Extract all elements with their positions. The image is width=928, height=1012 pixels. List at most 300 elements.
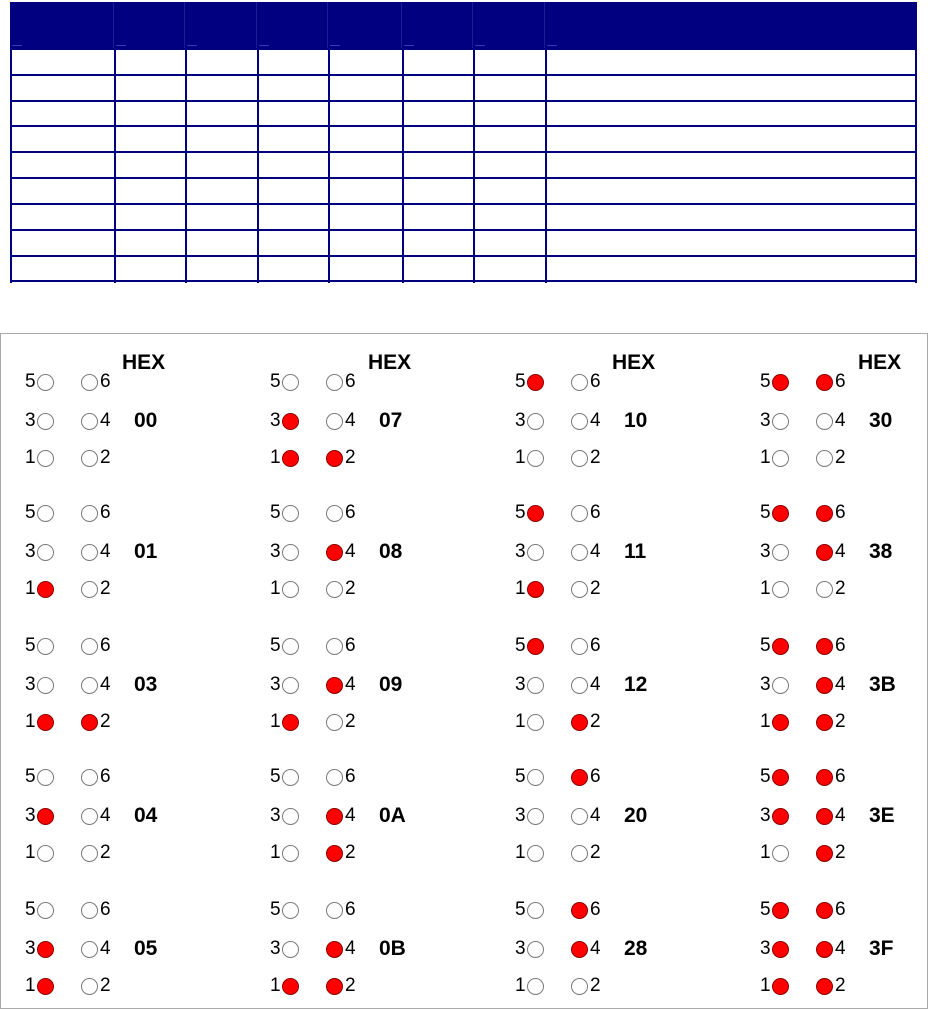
braille-dot-1 xyxy=(527,581,544,598)
hex-value: 11 xyxy=(624,540,647,563)
dot-number-label: 4 xyxy=(345,805,356,826)
braille-dot-5 xyxy=(37,902,54,919)
dot-number-label: 4 xyxy=(590,541,601,562)
dot-number-label: 6 xyxy=(590,899,601,920)
dot-number-label: 6 xyxy=(590,371,601,392)
braille-dot-6 xyxy=(571,902,588,919)
dot-number-label: 4 xyxy=(345,938,356,959)
dot-number-label: 6 xyxy=(100,371,111,392)
braille-dot-5 xyxy=(772,374,789,391)
dot-number-label: 4 xyxy=(345,541,356,562)
dot-number-label: 3 xyxy=(25,541,36,562)
hex-value: 38 xyxy=(869,540,893,563)
braille-cell xyxy=(515,767,725,879)
braille-dot-4 xyxy=(571,544,588,561)
table-column-line xyxy=(915,50,917,283)
braille-dot-3 xyxy=(282,544,299,561)
dot-number-label: 3 xyxy=(515,541,526,562)
dot-number-label: 3 xyxy=(25,805,36,826)
dot-number-label: 5 xyxy=(25,766,36,787)
dot-number-label: 5 xyxy=(270,899,281,920)
dot-number-label: 3 xyxy=(25,410,36,431)
dot-number-label: 3 xyxy=(270,805,281,826)
dot-number-label: 1 xyxy=(760,842,771,863)
dot-number-label: 1 xyxy=(270,447,281,468)
dot-number-label: 6 xyxy=(345,502,356,523)
braille-cell xyxy=(760,767,928,879)
braille-dot-4 xyxy=(571,941,588,958)
dot-number-label: 6 xyxy=(590,635,601,656)
header-divider xyxy=(327,2,328,49)
braille-dot-2 xyxy=(326,978,343,995)
braille-dot-5 xyxy=(527,505,544,522)
braille-dot-1 xyxy=(282,450,299,467)
braille-cell xyxy=(270,900,480,1012)
hex-value: 20 xyxy=(624,804,648,827)
dot-number-label: 2 xyxy=(345,975,356,996)
braille-dot-4 xyxy=(326,544,343,561)
braille-dot-2 xyxy=(571,581,588,598)
braille-dot-5 xyxy=(772,638,789,655)
braille-dot-4 xyxy=(326,808,343,825)
header-tick xyxy=(12,45,22,46)
braille-cell xyxy=(515,636,725,748)
dot-number-label: 5 xyxy=(760,502,771,523)
braille-dot-1 xyxy=(772,581,789,598)
dot-number-label: 6 xyxy=(590,502,601,523)
hex-column-header: HEX xyxy=(612,351,656,374)
braille-dot-1 xyxy=(527,450,544,467)
table-row-line xyxy=(10,125,917,127)
braille-dot-3 xyxy=(37,677,54,694)
table-header-cell xyxy=(114,2,185,49)
dot-number-label: 2 xyxy=(590,578,601,599)
braille-dot-2 xyxy=(81,978,98,995)
dot-number-label: 6 xyxy=(835,899,846,920)
table-row-line xyxy=(10,255,917,257)
dot-number-label: 4 xyxy=(835,674,846,695)
dot-number-label: 3 xyxy=(760,674,771,695)
braille-dot-6 xyxy=(326,505,343,522)
hex-value: 12 xyxy=(624,673,648,696)
dot-number-label: 3 xyxy=(760,938,771,959)
hex-value: 3F xyxy=(869,937,894,960)
hex-value: 3B xyxy=(869,673,896,696)
braille-dot-1 xyxy=(527,714,544,731)
braille-dot-1 xyxy=(282,978,299,995)
braille-dot-6 xyxy=(81,769,98,786)
braille-dot-3 xyxy=(37,941,54,958)
table-row-line xyxy=(10,74,917,76)
dot-number-label: 5 xyxy=(760,635,771,656)
braille-dot-6 xyxy=(326,769,343,786)
braille-dot-3 xyxy=(772,808,789,825)
dot-number-label: 5 xyxy=(25,502,36,523)
braille-cell xyxy=(25,372,235,484)
braille-dot-5 xyxy=(37,769,54,786)
dot-number-label: 5 xyxy=(25,371,36,392)
dot-number-label: 6 xyxy=(835,371,846,392)
braille-dot-6 xyxy=(571,374,588,391)
braille-dot-2 xyxy=(816,714,833,731)
dot-number-label: 1 xyxy=(515,975,526,996)
table-header-cell xyxy=(10,2,114,49)
hex-value: 3E xyxy=(869,804,895,827)
braille-dot-4 xyxy=(816,808,833,825)
braille-dot-2 xyxy=(81,845,98,862)
dot-number-label: 5 xyxy=(515,371,526,392)
dot-number-label: 6 xyxy=(100,502,111,523)
braille-cell xyxy=(515,372,725,484)
dot-number-label: 4 xyxy=(345,674,356,695)
hex-value: 00 xyxy=(134,409,158,432)
braille-dot-4 xyxy=(816,677,833,694)
braille-cell xyxy=(25,900,235,1012)
braille-cell xyxy=(270,372,480,484)
dot-number-label: 4 xyxy=(590,674,601,695)
braille-dot-2 xyxy=(326,581,343,598)
braille-dot-3 xyxy=(772,544,789,561)
dot-number-label: 6 xyxy=(835,766,846,787)
braille-dot-6 xyxy=(326,374,343,391)
braille-dot-1 xyxy=(527,845,544,862)
braille-dot-1 xyxy=(282,845,299,862)
dot-number-label: 6 xyxy=(590,766,601,787)
header-tick xyxy=(187,45,197,46)
data-table xyxy=(10,2,917,281)
dot-number-label: 5 xyxy=(25,635,36,656)
braille-dot-5 xyxy=(282,374,299,391)
hex-value: 28 xyxy=(624,937,648,960)
header-divider xyxy=(401,2,402,49)
dot-number-label: 3 xyxy=(25,674,36,695)
braille-dot-6 xyxy=(81,505,98,522)
braille-dot-2 xyxy=(81,450,98,467)
braille-dot-1 xyxy=(772,714,789,731)
braille-dot-1 xyxy=(772,845,789,862)
table-row-line xyxy=(10,280,917,282)
dot-number-label: 2 xyxy=(835,447,846,468)
dot-number-label: 1 xyxy=(515,447,526,468)
header-tick xyxy=(259,45,269,46)
braille-dot-5 xyxy=(282,638,299,655)
header-divider xyxy=(256,2,257,49)
braille-dot-6 xyxy=(571,638,588,655)
dot-number-label: 2 xyxy=(835,975,846,996)
braille-dot-1 xyxy=(37,845,54,862)
dot-number-label: 1 xyxy=(515,578,526,599)
braille-dot-1 xyxy=(37,450,54,467)
braille-dot-4 xyxy=(571,413,588,430)
braille-dot-3 xyxy=(527,808,544,825)
braille-cell xyxy=(25,767,235,879)
dot-number-label: 6 xyxy=(345,766,356,787)
braille-dot-2 xyxy=(816,581,833,598)
braille-dot-1 xyxy=(772,450,789,467)
dot-number-label: 3 xyxy=(270,410,281,431)
braille-cell xyxy=(760,503,928,615)
braille-dot-3 xyxy=(527,677,544,694)
braille-dot-6 xyxy=(816,638,833,655)
dot-number-label: 4 xyxy=(835,805,846,826)
braille-dot-1 xyxy=(37,581,54,598)
dot-number-label: 4 xyxy=(835,541,846,562)
dot-number-label: 2 xyxy=(590,842,601,863)
hex-column-header: HEX xyxy=(368,351,412,374)
braille-dot-6 xyxy=(571,505,588,522)
dot-number-label: 1 xyxy=(25,578,36,599)
braille-dot-2 xyxy=(571,978,588,995)
braille-dot-1 xyxy=(772,978,789,995)
dot-number-label: 1 xyxy=(760,578,771,599)
table-row-line xyxy=(10,100,917,102)
dot-number-label: 4 xyxy=(100,805,111,826)
braille-dot-4 xyxy=(571,677,588,694)
dot-number-label: 5 xyxy=(515,502,526,523)
braille-dot-6 xyxy=(816,902,833,919)
table-header-cell xyxy=(545,2,915,49)
dot-number-label: 5 xyxy=(270,371,281,392)
dot-number-label: 2 xyxy=(100,447,111,468)
braille-dot-4 xyxy=(81,677,98,694)
table-header-cell xyxy=(328,2,402,49)
table-row-line xyxy=(10,203,917,205)
braille-dot-1 xyxy=(37,714,54,731)
hex-value: 03 xyxy=(134,673,158,696)
braille-cell xyxy=(760,636,928,748)
braille-dot-1 xyxy=(282,581,299,598)
braille-dot-6 xyxy=(816,769,833,786)
dot-number-label: 6 xyxy=(100,635,111,656)
header-divider xyxy=(184,2,185,49)
dot-number-label: 6 xyxy=(835,502,846,523)
braille-dot-2 xyxy=(816,450,833,467)
table-column-line xyxy=(402,50,404,283)
dot-number-label: 1 xyxy=(760,711,771,732)
hex-value: 05 xyxy=(134,937,158,960)
braille-dot-3 xyxy=(527,941,544,958)
braille-dot-5 xyxy=(282,505,299,522)
table-column-line xyxy=(545,50,547,283)
header-tick xyxy=(404,45,414,46)
hex-value: 10 xyxy=(624,409,648,432)
table-header-cell xyxy=(473,2,545,49)
hex-value: 0A xyxy=(379,804,406,827)
braille-dot-5 xyxy=(772,505,789,522)
braille-dot-6 xyxy=(326,902,343,919)
dot-number-label: 1 xyxy=(760,447,771,468)
braille-dot-6 xyxy=(81,902,98,919)
header-divider xyxy=(472,2,473,49)
dot-number-label: 2 xyxy=(345,711,356,732)
dot-number-label: 1 xyxy=(25,975,36,996)
dot-number-label: 6 xyxy=(345,371,356,392)
braille-dot-5 xyxy=(772,902,789,919)
braille-dot-3 xyxy=(282,808,299,825)
braille-dot-6 xyxy=(571,769,588,786)
dot-number-label: 5 xyxy=(515,899,526,920)
hex-value: 01 xyxy=(134,540,158,563)
dot-number-label: 2 xyxy=(100,975,111,996)
hex-column-header: HEX xyxy=(858,351,902,374)
dot-number-label: 2 xyxy=(345,578,356,599)
braille-dot-5 xyxy=(282,769,299,786)
braille-dot-2 xyxy=(816,845,833,862)
dot-number-label: 1 xyxy=(515,842,526,863)
hex-value: 30 xyxy=(869,409,893,432)
dot-number-label: 5 xyxy=(760,371,771,392)
braille-hex-chart xyxy=(0,333,928,1009)
dot-number-label: 3 xyxy=(760,541,771,562)
dot-number-label: 6 xyxy=(345,899,356,920)
table-row-line xyxy=(10,229,917,231)
dot-number-label: 2 xyxy=(345,842,356,863)
table-column-line xyxy=(10,50,12,283)
table-header-cell xyxy=(402,2,473,49)
hex-value: 07 xyxy=(379,409,403,432)
hex-value: 08 xyxy=(379,540,403,563)
dot-number-label: 5 xyxy=(515,635,526,656)
braille-cell xyxy=(760,900,928,1012)
hex-column-header: HEX xyxy=(122,351,166,374)
dot-number-label: 5 xyxy=(25,899,36,920)
dot-number-label: 2 xyxy=(835,578,846,599)
braille-dot-3 xyxy=(37,808,54,825)
braille-dot-4 xyxy=(81,808,98,825)
dot-number-label: 1 xyxy=(270,711,281,732)
braille-dot-5 xyxy=(282,902,299,919)
table-header-cell xyxy=(257,2,328,49)
braille-dot-3 xyxy=(772,941,789,958)
braille-dot-1 xyxy=(37,978,54,995)
braille-cell xyxy=(270,636,480,748)
dot-number-label: 5 xyxy=(270,635,281,656)
header-tick xyxy=(116,45,126,46)
braille-dot-3 xyxy=(37,413,54,430)
dot-number-label: 4 xyxy=(835,410,846,431)
dot-number-label: 1 xyxy=(25,711,36,732)
dot-number-label: 2 xyxy=(590,711,601,732)
braille-dot-3 xyxy=(772,677,789,694)
braille-dot-2 xyxy=(326,450,343,467)
table-header-cell xyxy=(185,2,257,49)
braille-dot-5 xyxy=(37,505,54,522)
braille-dot-5 xyxy=(527,638,544,655)
dot-number-label: 2 xyxy=(345,447,356,468)
braille-dot-4 xyxy=(816,544,833,561)
braille-cell xyxy=(760,372,928,484)
dot-number-label: 1 xyxy=(760,975,771,996)
dot-number-label: 5 xyxy=(270,502,281,523)
braille-dot-3 xyxy=(282,941,299,958)
braille-dot-2 xyxy=(81,581,98,598)
table-row-line xyxy=(10,177,917,179)
braille-dot-2 xyxy=(326,845,343,862)
braille-dot-6 xyxy=(816,505,833,522)
braille-cell xyxy=(25,636,235,748)
header-tick xyxy=(547,45,557,46)
dot-number-label: 5 xyxy=(270,766,281,787)
braille-dot-5 xyxy=(37,374,54,391)
header-tick xyxy=(475,45,485,46)
dot-number-label: 1 xyxy=(25,447,36,468)
dot-number-label: 2 xyxy=(835,711,846,732)
braille-dot-4 xyxy=(326,413,343,430)
braille-dot-2 xyxy=(571,845,588,862)
dot-number-label: 4 xyxy=(100,410,111,431)
braille-dot-2 xyxy=(816,978,833,995)
braille-dot-3 xyxy=(282,413,299,430)
dot-number-label: 3 xyxy=(515,674,526,695)
braille-dot-6 xyxy=(81,374,98,391)
braille-dot-3 xyxy=(282,677,299,694)
dot-number-label: 6 xyxy=(345,635,356,656)
table-row-line xyxy=(10,48,917,50)
braille-dot-1 xyxy=(282,714,299,731)
dot-number-label: 2 xyxy=(835,842,846,863)
dot-number-label: 6 xyxy=(100,766,111,787)
dot-number-label: 3 xyxy=(515,938,526,959)
dot-number-label: 4 xyxy=(590,410,601,431)
dot-number-label: 3 xyxy=(760,805,771,826)
braille-dot-6 xyxy=(81,638,98,655)
braille-dot-5 xyxy=(37,638,54,655)
dot-number-label: 3 xyxy=(760,410,771,431)
hex-value: 04 xyxy=(134,804,158,827)
header-tick xyxy=(330,45,340,46)
dot-number-label: 4 xyxy=(590,805,601,826)
table-header xyxy=(10,2,917,49)
dot-number-label: 4 xyxy=(590,938,601,959)
braille-dot-3 xyxy=(37,544,54,561)
dot-number-label: 1 xyxy=(25,842,36,863)
table-column-line xyxy=(473,50,475,283)
braille-dot-5 xyxy=(772,769,789,786)
dot-number-label: 2 xyxy=(100,711,111,732)
braille-dot-4 xyxy=(81,941,98,958)
braille-dot-4 xyxy=(816,413,833,430)
table-column-line xyxy=(328,50,330,283)
braille-cell xyxy=(270,767,480,879)
braille-dot-5 xyxy=(527,374,544,391)
dot-number-label: 5 xyxy=(760,766,771,787)
braille-dot-1 xyxy=(527,978,544,995)
dot-number-label: 1 xyxy=(270,578,281,599)
braille-dot-5 xyxy=(527,902,544,919)
dot-number-label: 2 xyxy=(100,578,111,599)
dot-number-label: 4 xyxy=(100,541,111,562)
braille-dot-3 xyxy=(527,544,544,561)
braille-dot-3 xyxy=(527,413,544,430)
braille-cell xyxy=(25,503,235,615)
table-column-line xyxy=(114,50,116,283)
braille-cell xyxy=(515,503,725,615)
dot-number-label: 3 xyxy=(270,938,281,959)
braille-dot-4 xyxy=(81,413,98,430)
dot-number-label: 5 xyxy=(515,766,526,787)
braille-cell xyxy=(515,900,725,1012)
dot-number-label: 4 xyxy=(345,410,356,431)
dot-number-label: 2 xyxy=(590,447,601,468)
braille-dot-4 xyxy=(326,941,343,958)
dot-number-label: 2 xyxy=(590,975,601,996)
dot-number-label: 4 xyxy=(835,938,846,959)
hex-value: 09 xyxy=(379,673,403,696)
dot-number-label: 3 xyxy=(270,541,281,562)
table-column-line xyxy=(257,50,259,283)
dot-number-label: 3 xyxy=(515,805,526,826)
braille-dot-4 xyxy=(81,544,98,561)
